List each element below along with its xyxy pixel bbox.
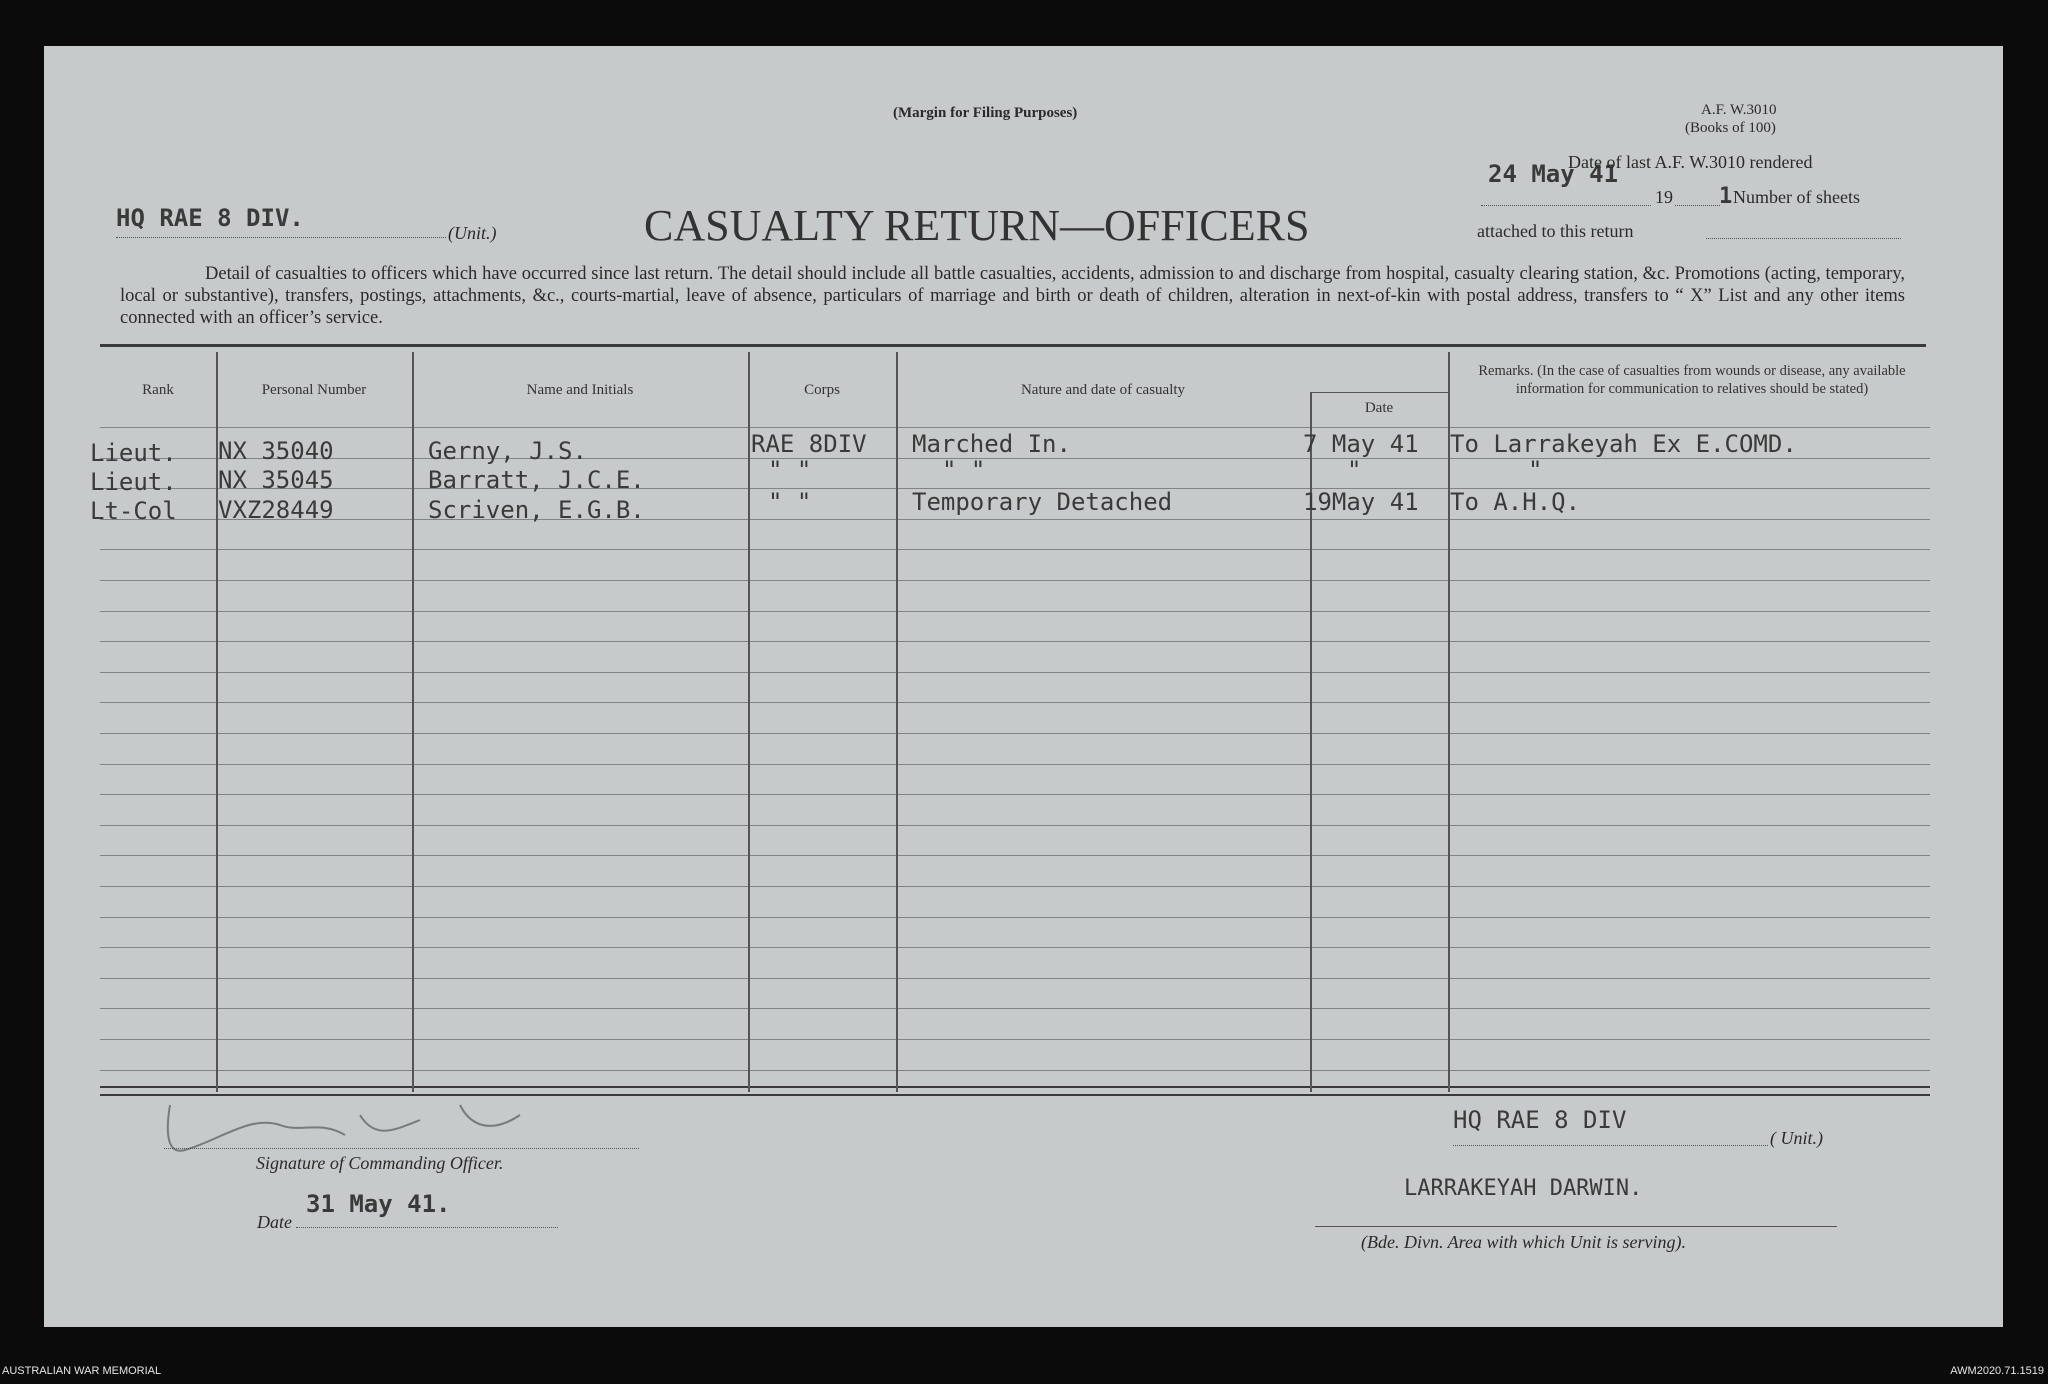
row-corps: RAE 8DIV (751, 430, 867, 458)
unit-typed: HQ RAE 8 DIV. (116, 204, 304, 232)
row-remarks: " (1528, 456, 1543, 484)
table-rule-line (100, 427, 1930, 428)
row-nature: Temporary Detached (912, 488, 1173, 516)
col-divider-3 (748, 352, 750, 1092)
instructions-text: Detail of casualties to officers which have occurred since last return. The detail should include all battle casualties, accidents, admission to and discharge from hospital, casualty clearing station, &c. Promotions (acting, temporary, local or substantive), transfers, postings, attachments, &c., courts-martial, leave of absence, particulars of marriage and birth or death of children, alteration in next-of-kin with postal address, transfers to “ X” List and any other items connected with an officer’s service. (120, 264, 1905, 328)
header-nature: Nature and date of casualty (1020, 382, 1186, 398)
row-number: VXZ28449 (218, 496, 334, 524)
year-label: 19 (1655, 187, 1673, 207)
row-name: Barratt, J.C.E. (428, 466, 645, 494)
archive-caption-right: AWM2020.71.1519 (1950, 1365, 2044, 1377)
table-rule-line (100, 1008, 1930, 1009)
area-label: (Bde. Divn. Area with which Unit is serving). (1361, 1232, 1686, 1252)
row-corps: " " (768, 488, 812, 516)
col-divider-6 (1448, 352, 1450, 1092)
archive-caption-left: AUSTRALIAN WAR MEMORIAL (2, 1365, 162, 1377)
row-date: " (1347, 456, 1362, 484)
row-rank: Lieut. (90, 468, 177, 496)
area-line (1315, 1226, 1837, 1227)
date-subheader-line (1310, 392, 1448, 393)
row-number: NX 35040 (218, 437, 334, 465)
table-rule-line (100, 917, 1930, 918)
signature-line (164, 1148, 639, 1149)
footer-location-typed: LARRAKEYAH DARWIN. (1404, 1176, 1643, 1201)
last-return-label: Date of last A.F. W.3010 rendered (1568, 152, 1813, 172)
header-rank: Rank (142, 382, 174, 398)
form-title: CASUALTY RETURN—OFFICERS (644, 201, 1310, 250)
table-rule-line (100, 611, 1930, 612)
date-line (296, 1227, 558, 1228)
sheets-label: Number of sheets (1733, 187, 1860, 207)
row-remarks: To Larrakeyah Ex E.COMD. (1450, 430, 1797, 458)
table-rule-line (100, 580, 1930, 581)
table-rule-line (100, 549, 1930, 550)
col-divider-4 (896, 352, 898, 1092)
attached-line (1706, 238, 1901, 239)
last-return-date-typed: 24 May 41 (1488, 160, 1619, 188)
row-remarks: To A.H.Q. (1450, 488, 1581, 516)
col-divider-2 (412, 352, 414, 1092)
table-rule-line (100, 641, 1930, 642)
date-label: Date (257, 1212, 292, 1232)
table-rule-line (100, 764, 1930, 765)
table-rule-line (100, 458, 1930, 459)
row-rank: Lieut. (90, 439, 177, 467)
row-date: 7 May 41 (1303, 430, 1419, 458)
year-line (1675, 205, 1720, 206)
last-return-line (1481, 205, 1651, 206)
row-rank: Lt-Col (90, 497, 177, 525)
header-date: Date (1364, 400, 1394, 416)
row-number: NX 35045 (218, 466, 334, 494)
row-corps: " " (768, 456, 812, 484)
row-name: Scriven, E.G.B. (428, 496, 645, 524)
footer-unit-label: ( Unit.) (1770, 1128, 1823, 1148)
row-name: Gerny, J.S. (428, 437, 587, 465)
table-rule-line (100, 702, 1930, 703)
table-rule-line (100, 794, 1930, 795)
table-rule-line (100, 519, 1930, 520)
books-note: (Books of 100) (1685, 120, 1776, 136)
table-rule-line (100, 733, 1930, 734)
date-typed: 31 May 41. (306, 1190, 451, 1218)
table-rule-line (100, 886, 1930, 887)
header-remarks: Remarks. (In the case of casualties from wounds or disease, any available information for communication to relatives should be stated) (1478, 363, 1906, 397)
table-rule-line (100, 978, 1930, 979)
margin-note: (Margin for Filing Purposes) (893, 105, 1078, 121)
table-rule-line (100, 1070, 1930, 1071)
table-rule-line (100, 672, 1930, 673)
unit-label: (Unit.) (448, 223, 497, 243)
table-rule-line (100, 825, 1930, 826)
table-rule-line (100, 855, 1930, 856)
sheets-typed: 1 (1719, 184, 1733, 209)
row-date: 19May 41 (1303, 488, 1419, 516)
attached-label: attached to this return (1477, 221, 1634, 241)
table-rule-line (100, 1039, 1930, 1040)
header-name: Name and Initials (526, 382, 634, 398)
table-top-rule (100, 344, 1926, 347)
table-rule-line (100, 947, 1930, 948)
form-number: A.F. W.3010 (1701, 102, 1777, 118)
footer-unit-typed: HQ RAE 8 DIV (1453, 1106, 1627, 1134)
table-bottom-rule (100, 1086, 1930, 1088)
signature-label: Signature of Commanding Officer. (256, 1153, 504, 1173)
header-personal-number: Personal Number (261, 382, 367, 398)
unit-line (116, 237, 446, 238)
row-nature: " " (942, 456, 986, 484)
footer-unit-line (1453, 1145, 1768, 1146)
row-nature: Marched In. (912, 430, 1071, 458)
header-corps: Corps (804, 382, 840, 398)
